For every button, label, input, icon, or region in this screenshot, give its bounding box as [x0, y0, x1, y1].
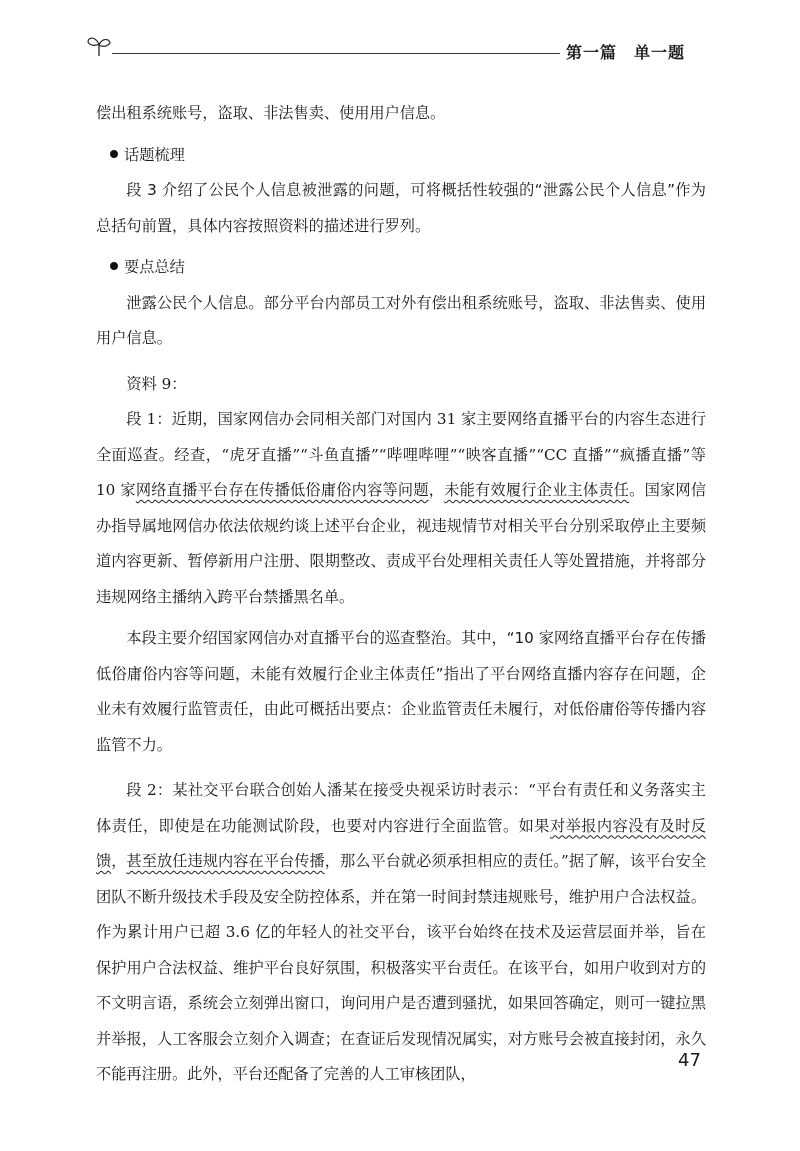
header-rule: [112, 53, 560, 54]
material-paragraph-2: 段 2：某社交平台联合创始人潘某在接受央视采访时表示：“平台有责任和义务落实主体责任，即使是在功能测试阶段，也要对内容进行全面监管。如果对举报内容没有及时反馈，甚至放任违规内容在平台传播，那么平台就必须承担相应的责任。”据了解，该平台安全团队不断升级技术手段及安全防控体系，并在第一时间封禁违规账号，维护用户合法权益。作为累计用户已超 3.6 亿的年轻人的社交平台，该平台始终在技术及运营层面并举，旨在保护用户合法权益、维护平台良好氛围，积极落实平台责任。在该平台，如用户收到对方的不文明言语，系统会立刻弹出窗口，询问用户是否遭到骚扰，如果回答确定，则可一键拉黑并举报，人工客服会立刻介入调查；在查证后发现情况属实，对方账号会被直接封闭，永久不能再注册。此外，平台还配备了完善的人工审核团队，: [96, 781, 707, 1083]
material-paragraph-1: 段 1：近期，国家网信办会同相关部门对国内 31 家主要网络直播平台的内容生态进行全面巡查。经查，“虎牙直播”“斗鱼直播”“哔哩哔哩”“映客直播”“CC 直播”“疯播直播”等 10 家网络直播平台存在传播低俗庸俗内容等问题，未能有效履行企业主体责任。国家网信办指导属地网信办依法依规约谈上述平台企业，视违规情节对相关平台分别采取停止主要频道内容更新、暂停新用户注册、限期整改、责成平台处理相关责任人等处置措施，并将部分违规网络主播纳入跨平台禁播黑名单。: [96, 410, 707, 606]
bullet-heading: [96, 250, 706, 286]
analysis-paragraph: 本段主要介绍国家网信办对直播平台的巡查整治。其中，“10 家网络直播平台存在传播低俗庸俗内容等问题，未能有效履行企业主体责任”指出了平台网络直播内容存在问题，企业未有效履行监管责任，由此可概括出要点：企业监管责任未履行，对低俗庸俗等传播内容监管不力。: [96, 629, 706, 754]
bullet-heading: [96, 138, 706, 174]
bullet-dot-icon: [110, 150, 118, 158]
wavy-underline-text: 甚至放任违规内容在平台传播: [126, 852, 325, 870]
paragraph-continuation: 偿出租系统账号，盗取、非法售卖、使用用户信息。: [96, 104, 446, 122]
page-number: 47: [678, 1050, 701, 1071]
key-points-paragraph: 泄露公民个人信息。部分平台内部员工对外有偿出租系统账号，盗取、非法售卖、使用用户信息。: [96, 293, 706, 347]
topic-analysis-paragraph: 段 3 介绍了公民个人信息被泄露的问题，可将概括性较强的“泄露公民个人信息”作为总括句前置，具体内容按照资料的描述进行罗列。: [96, 181, 706, 235]
bullet-heading-label: 要点总结: [124, 258, 185, 276]
wavy-underline-text: 未能有效履行企业主体责任: [444, 481, 630, 499]
bullet-heading-label: 话题梳理: [124, 145, 185, 164]
page-body: [96, 96, 706, 1093]
page-header: [0, 0, 800, 80]
section-title: 第一篇 单一题: [566, 43, 686, 62]
sprout-icon: [86, 34, 112, 62]
wavy-underline-text: 对举报内容没有及时反馈: [96, 816, 707, 870]
wavy-underline-text: 网络直播平台存在传播低俗庸俗内容等问题: [135, 481, 429, 499]
material-label: 资料 9：: [126, 374, 187, 393]
bullet-dot-icon: [110, 262, 118, 270]
